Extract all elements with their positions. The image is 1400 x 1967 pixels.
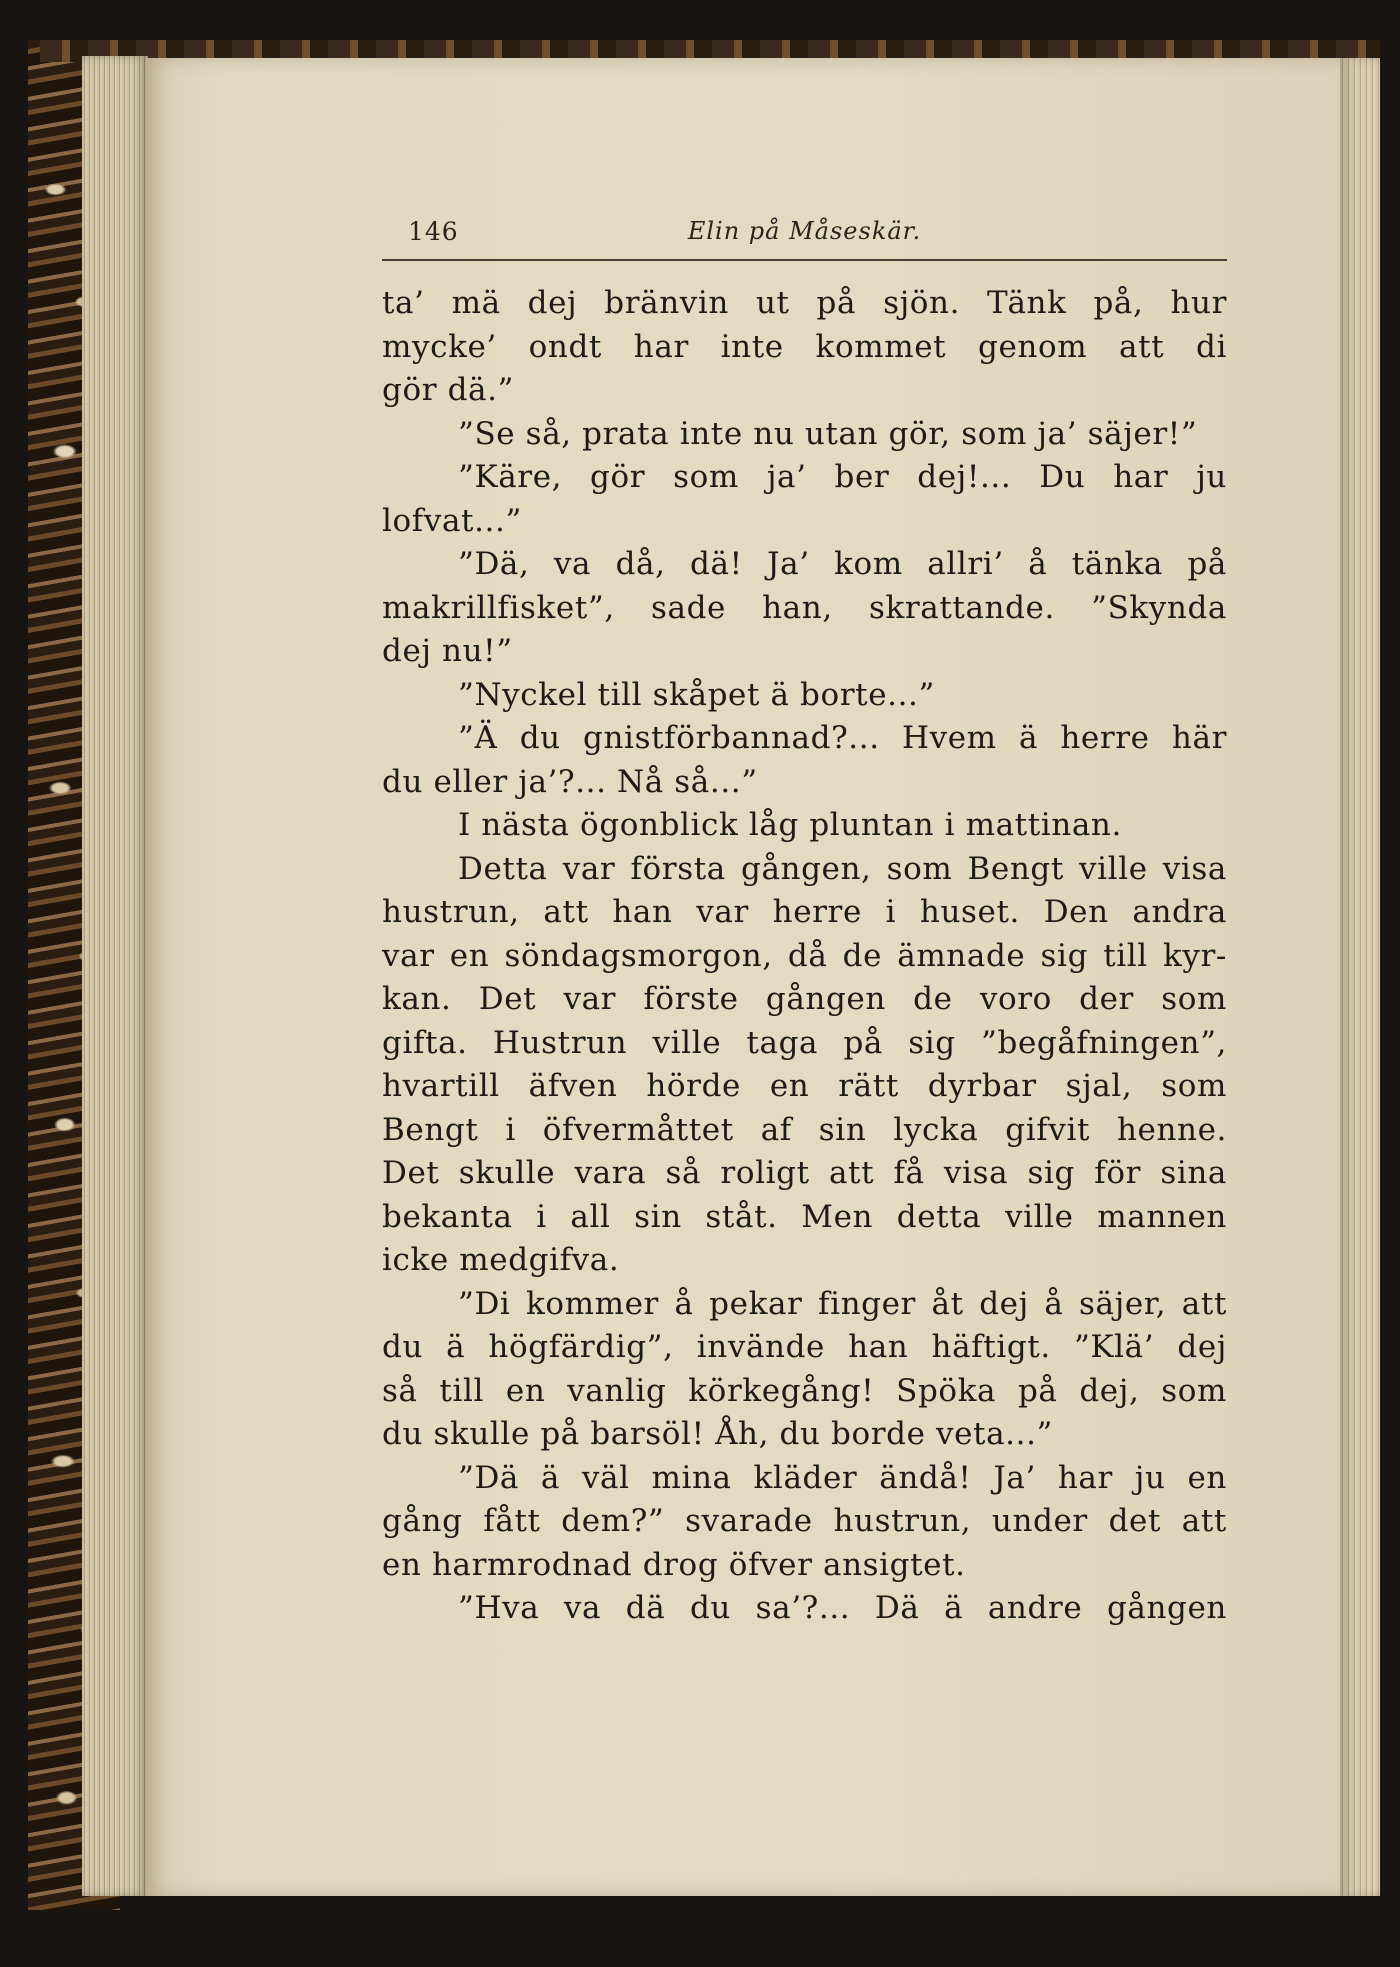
text-line: gör dä.” [382, 372, 515, 408]
text-line: Detta var första gången, som Bengt ville visa [458, 850, 1227, 887]
text-line: dej nu!” [382, 633, 513, 669]
text-line: gång fått dem?” svarade hustrun, under det att [382, 1503, 1227, 1539]
text-line: ”Käre, gör som ja’ ber dej!... Du har ju [458, 459, 1227, 495]
running-title: Elin på Måseskär. [687, 217, 922, 245]
text-line: mycke’ ondt har inte kommet genom att di [382, 328, 1227, 365]
text-line: ”Dä, va då, dä! Ja’ kom allri’ å tänka på [458, 546, 1227, 582]
text-line: lofvat...” [382, 502, 522, 539]
text-line: bekanta i all sin ståt. Men detta ville mannen [382, 1198, 1227, 1235]
running-header [382, 213, 1227, 253]
text-line: ”Ä du gnistförbannad?... Hvem ä herre här [458, 720, 1227, 756]
text-line: hustrun, att han var herre i huset. Den andra [382, 894, 1227, 930]
body-text [382, 282, 1227, 1631]
text-line: ”Dä ä väl mina kläder ändå! Ja’ har ju en [458, 1459, 1227, 1496]
text-line: makrillfisket”, sade han, skrattande. ”Skynda [382, 589, 1227, 626]
text-line: hvartill äfven hörde en rätt dyrbar sjal, som [382, 1068, 1227, 1104]
text-line: icke medgifva. [382, 1242, 620, 1278]
page-edges-right [1340, 58, 1380, 1896]
text-line: du ä högfärdig”, invände han häftigt. ”Klä’ dej [382, 1329, 1227, 1365]
text-line: kan. Det var förste gången de voro der som [382, 981, 1227, 1017]
text-line: var en söndagsmorgon, då de ämnade sig till kyr- [382, 937, 1227, 974]
page-number: 146 [408, 217, 459, 246]
text-line: du skulle på barsöl! Åh, du borde veta...” [382, 1416, 1053, 1452]
text-line: Bengt i öfvermåttet af sin lycka gifvit henne. [382, 1111, 1227, 1148]
header-rule [382, 259, 1227, 261]
text-line: Det skulle vara så roligt att få visa sig för sina [382, 1155, 1227, 1191]
text-line: I nästa ögonblick låg pluntan i mattinan. [458, 807, 1122, 843]
text-line: ”Hva va dä du sa’?... Dä ä andre gången [458, 1590, 1227, 1626]
text-line: ”Nyckel till skåpet ä borte...” [458, 676, 935, 713]
text-line: gifta. Hustrun ville taga på sig ”begåfningen”, [382, 1024, 1227, 1061]
text-line: ”Di kommer å pekar finger åt dej å säjer, att [458, 1285, 1227, 1322]
text-line: en harmrodnad drog öfver ansigtet. [382, 1546, 966, 1583]
page-edges-left [82, 56, 148, 1896]
text-line: så till en vanlig körkegång! Spöka på dej, som [382, 1372, 1227, 1409]
text-line: ta’ mä dej bränvin ut på sjön. Tänk på, hur [382, 285, 1227, 321]
text-line: du eller ja’?... Nå så...” [382, 763, 758, 800]
text-line: ”Se så, prata inte nu utan gör, som ja’ säjer!” [458, 415, 1198, 452]
